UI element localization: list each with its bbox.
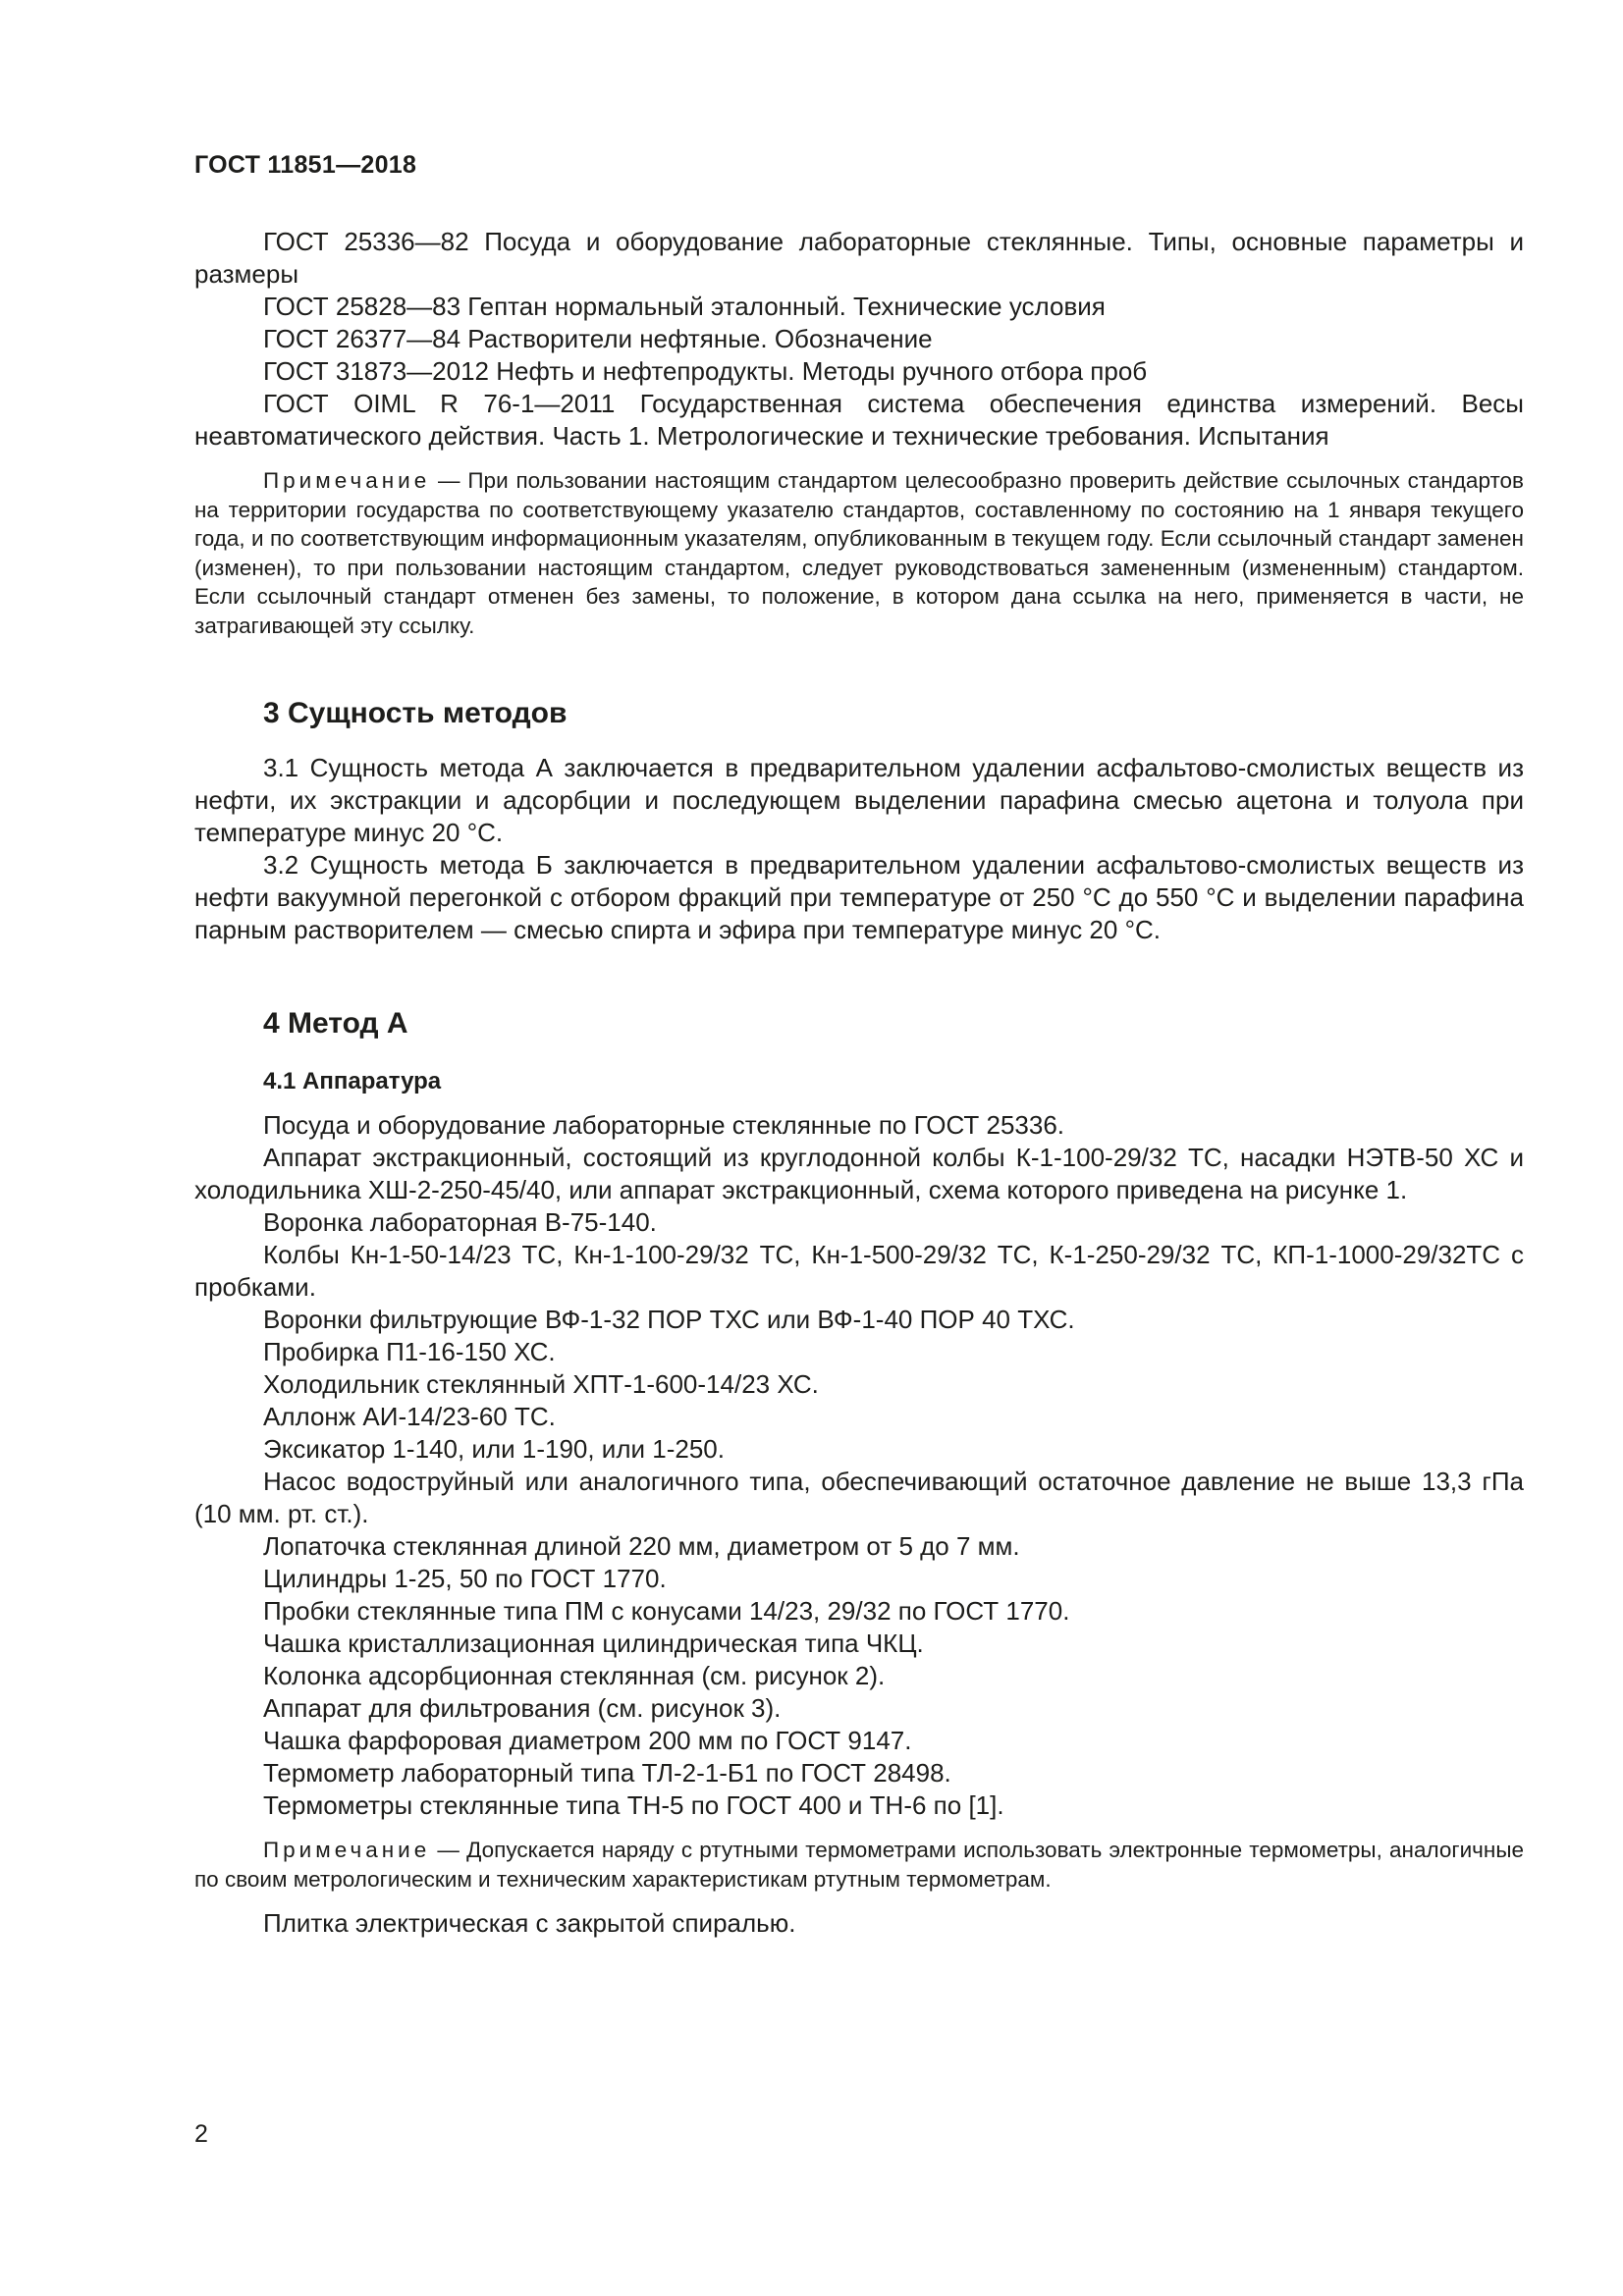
apparatus-item: Насос водоструйный или аналогичного типа, обеспечивающий остаточное давление не выше 13,3 гПа (10 мм. рт. ст.).	[194, 1467, 1524, 1528]
page-number: 2	[194, 2120, 208, 2148]
note-references	[194, 466, 1524, 640]
paragraph-3-1: 3.1 Сущность метода А заключается в предварительном удалении асфальтово-смолистых веществ из нефти, их экстракции и адсорбции и последующем выделении парафина смесью ацетона и толуола при температуре минус 20 °С.	[194, 753, 1524, 847]
section-3-heading: 3 Сущность методов	[263, 697, 568, 729]
reference-item: ГОСТ 31873—2012 Нефть и нефтепродукты. Методы ручного отбора проб	[263, 356, 1148, 386]
note-text: — Допускается наряду с ртутными термометрами использовать электронные термометры, аналогичные по своим метрологическим и техническим характеристикам ртутным термометрам.	[194, 1838, 1524, 1892]
reference-item: ГОСТ 25336—82 Посуда и оборудование лабораторные стеклянные. Типы, основные параметры и размеры	[194, 227, 1524, 289]
apparatus-item: Воронка лабораторная В-75-140.	[263, 1207, 657, 1237]
note-label: Примечание	[263, 1838, 431, 1862]
reference-item: ГОСТ 26377—84 Растворители нефтяные. Обозначение	[263, 324, 933, 353]
reference-item: ГОСТ OIML R 76-1—2011 Государственная система обеспечения единства измерений. Весы неавтоматического действия. Часть 1. Метрологические и технические требования. Испытания	[194, 389, 1524, 451]
note-label: Примечание	[263, 468, 431, 493]
apparatus-item: Термометр лабораторный типа ТЛ-2-1-Б1 по ГОСТ 28498.	[263, 1758, 951, 1788]
apparatus-item: Пробирка П1-16-150 ХС.	[263, 1337, 556, 1366]
page-content	[194, 226, 1524, 1940]
note-text: — При пользовании настоящим стандартом целесообразно проверить действие ссылочных стандартов на территории государства по соответствующему указателю стандартов, составленному по состоянию на 1 января текущего года, и по соответствующим информационным указателям, опубликованным в текущем году. Если ссылочный стандарт заменен (изменен), то при пользовании настоящим стандартом, следует руководствоваться замененным (измененным) стандартом. Если ссылочный стандарт отменен без замены, то положение, в котором дана ссылка на него, применяется в части, не затрагивающей эту ссылку.	[194, 468, 1524, 638]
apparatus-item: Колбы Кн-1-50-14/23 ТС, Кн-1-100-29/32 ТС, Кн-1-500-29/32 ТС, К-1-250-29/32 ТС, КП-1-1000-29/32ТС с пробками.	[194, 1240, 1524, 1302]
apparatus-item: Чашка кристаллизационная цилиндрическая типа ЧКЦ.	[263, 1629, 924, 1658]
paragraph-3-2: 3.2 Сущность метода Б заключается в предварительном удалении асфальтово-смолистых веществ из нефти вакуумной перегонкой с отбором фракций при температуре от 250 °С до 550 °С и выделении парафина парным растворителем — смесью спирта и эфира при температуре минус 20 °С.	[194, 850, 1524, 944]
apparatus-item: Плитка электрическая с закрытой спиралью.	[263, 1908, 796, 1938]
apparatus-item: Посуда и оборудование лабораторные стеклянные по ГОСТ 25336.	[263, 1110, 1065, 1140]
running-header: ГОСТ 11851—2018	[194, 151, 417, 179]
apparatus-item: Аллонж АИ-14/23-60 ТС.	[263, 1402, 556, 1431]
apparatus-item: Холодильник стеклянный ХПТ-1-600-14/23 ХС.	[263, 1369, 819, 1399]
apparatus-item: Воронки фильтрующие ВФ-1-32 ПОР ТХС или ВФ-1-40 ПОР 40 ТХС.	[263, 1305, 1075, 1334]
apparatus-item: Термометры стеклянные типа ТН-5 по ГОСТ 400 и ТН-6 по [1].	[263, 1790, 1004, 1820]
note-thermometers	[194, 1836, 1524, 1894]
subsection-4-1-heading: 4.1 Аппаратура	[263, 1068, 442, 1095]
reference-item: ГОСТ 25828—83 Гептан нормальный эталонный. Технические условия	[263, 292, 1106, 321]
apparatus-item: Лопаточка стеклянная длиной 220 мм, диаметром от 5 до 7 мм.	[263, 1531, 1020, 1561]
apparatus-item: Аппарат для фильтрования (см. рисунок 3).	[263, 1693, 782, 1723]
apparatus-item: Аппарат экстракционный, состоящий из круглодонной колбы К-1-100-29/32 ТС, насадки НЭТВ-50 ХС и холодильника ХШ-2-250-45/40, или аппарат экстракционный, схема которого приведена на рисунке 1.	[194, 1143, 1524, 1204]
apparatus-item: Чашка фарфоровая диаметром 200 мм по ГОСТ 9147.	[263, 1726, 912, 1755]
apparatus-item: Эксикатор 1-140, или 1-190, или 1-250.	[263, 1434, 725, 1464]
section-4-heading: 4 Метод А	[263, 1007, 408, 1040]
apparatus-item: Колонка адсорбционная стеклянная (см. рисунок 2).	[263, 1661, 886, 1690]
apparatus-item: Пробки стеклянные типа ПМ с конусами 14/23, 29/32 по ГОСТ 1770.	[263, 1596, 1070, 1626]
apparatus-item: Цилиндры 1-25, 50 по ГОСТ 1770.	[263, 1564, 667, 1593]
